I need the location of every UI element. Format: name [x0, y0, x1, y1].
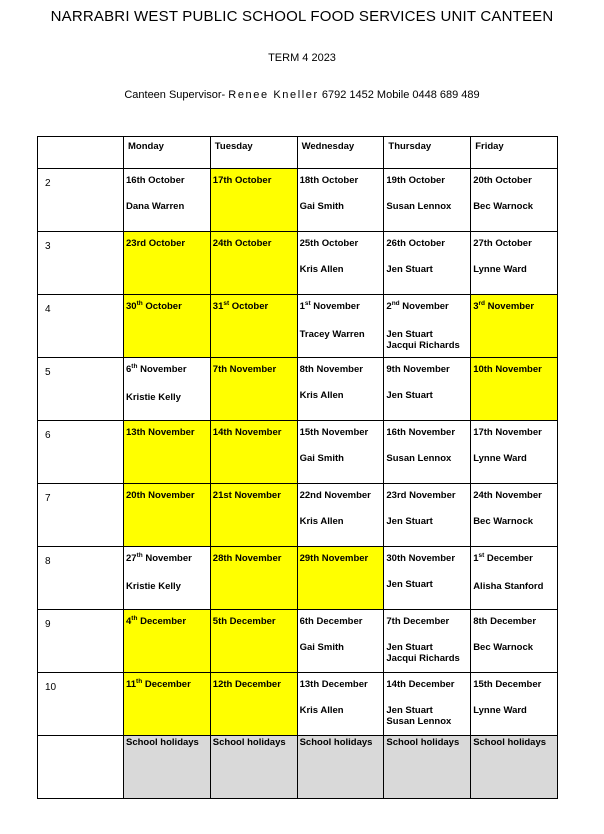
- day-cell: [124, 484, 211, 547]
- day-cell: [210, 232, 297, 295]
- week-number-cell: [38, 673, 124, 736]
- day-date: 9th November: [386, 364, 450, 375]
- day-date: 17th November: [473, 427, 542, 438]
- week-number: 8: [45, 556, 51, 567]
- date-month: November: [310, 301, 360, 312]
- date-number: 3: [473, 301, 479, 312]
- holiday-cell: [297, 736, 384, 799]
- day-date: 26th October: [386, 238, 445, 249]
- day-cell: [124, 295, 211, 358]
- header-row: [38, 137, 558, 169]
- day-date: 29th November: [299, 553, 369, 564]
- day-cell: [384, 295, 471, 358]
- header-day-label: Monday: [128, 141, 164, 152]
- volunteer-names: [471, 690, 557, 716]
- holiday-label: School holidays: [473, 737, 547, 748]
- volunteer-names: [471, 249, 557, 275]
- week-number: 5: [45, 367, 51, 378]
- supervisor-line: [0, 89, 604, 101]
- volunteer-names: [124, 375, 210, 403]
- header-day-cell: [297, 137, 384, 169]
- date-month: December: [484, 553, 533, 564]
- day-cell: [384, 358, 471, 421]
- day-cell: [124, 610, 211, 673]
- day-date: 13th December: [299, 679, 368, 690]
- holidays-week-cell: [38, 736, 124, 799]
- day-cell: [297, 358, 384, 421]
- volunteer-name: Bec Warnock: [473, 516, 534, 527]
- date-month: December: [137, 616, 187, 627]
- holiday-cell: [210, 736, 297, 799]
- day-date: 24th November: [473, 490, 542, 501]
- day-cell: [384, 673, 471, 736]
- volunteer-names: [384, 375, 470, 401]
- holiday-label: School holidays: [212, 737, 286, 748]
- day-cell: [471, 421, 558, 484]
- day-date: 23rd October: [126, 238, 186, 249]
- volunteer-name: Jen Stuart: [386, 642, 433, 653]
- week-number-cell: [38, 358, 124, 421]
- week-number: 3: [45, 241, 51, 252]
- day-date: 28th November: [212, 553, 282, 564]
- volunteer-name: Jacqui Richards: [386, 340, 460, 351]
- day-date: 19th October: [386, 175, 445, 186]
- day-date: [298, 295, 384, 312]
- date-suffix: th: [131, 615, 138, 622]
- volunteer-name: Kris Allen: [299, 264, 344, 275]
- date-suffix: th: [136, 300, 143, 307]
- week-row: [38, 610, 558, 673]
- term-label: TERM 4 2023: [268, 52, 336, 64]
- volunteer-names: [298, 249, 384, 275]
- day-cell: [297, 421, 384, 484]
- week-row: [38, 484, 558, 547]
- date-month: December: [142, 679, 191, 690]
- volunteer-name: Kris Allen: [299, 705, 344, 716]
- day-date: 12th December: [212, 679, 281, 690]
- day-cell: [124, 169, 211, 232]
- holiday-cell: [384, 736, 471, 799]
- volunteer-name: Jen Stuart: [386, 390, 433, 401]
- date-number: 31: [212, 301, 224, 312]
- week-number-cell: [38, 484, 124, 547]
- volunteer-name: Alisha Stanford: [473, 581, 544, 592]
- day-date: 20th October: [473, 175, 532, 186]
- week-number: 9: [45, 619, 51, 630]
- volunteer-name: Kris Allen: [299, 516, 344, 527]
- day-date: 20th November: [126, 490, 195, 501]
- day-cell: [124, 232, 211, 295]
- date-month: November: [142, 553, 192, 564]
- day-date: 16th November: [386, 427, 456, 438]
- volunteer-name: Jen Stuart: [386, 516, 433, 527]
- header-day-label: Tuesday: [214, 141, 253, 152]
- day-cell: [384, 421, 471, 484]
- volunteer-name: Jen Stuart: [386, 329, 433, 340]
- volunteer-name: Bec Warnock: [473, 201, 534, 212]
- day-cell: [297, 610, 384, 673]
- day-date: 30th November: [386, 553, 456, 564]
- day-cell: [124, 421, 211, 484]
- week-number: 7: [45, 493, 51, 504]
- day-date: 18th October: [299, 175, 359, 186]
- week-row: [38, 232, 558, 295]
- volunteer-names: [298, 690, 384, 716]
- day-cell: [384, 547, 471, 610]
- week-number-cell: [38, 295, 124, 358]
- week-number: 2: [45, 178, 51, 189]
- holiday-label: School holidays: [299, 737, 373, 748]
- day-cell: [384, 169, 471, 232]
- day-cell: [210, 547, 297, 610]
- volunteer-name: Kristie Kelly: [126, 392, 181, 403]
- volunteer-name: Lynne Ward: [473, 705, 527, 716]
- header-day-label: Friday: [475, 141, 504, 152]
- header-day-label: [38, 137, 123, 141]
- day-cell: [210, 358, 297, 421]
- day-date: [124, 673, 210, 690]
- supervisor-name: Renee Kneller: [228, 89, 319, 101]
- week-number-cell: [38, 610, 124, 673]
- volunteer-names: [471, 627, 557, 653]
- day-cell: [297, 673, 384, 736]
- date-suffix: st: [304, 300, 311, 307]
- day-date: 25th October: [299, 238, 359, 249]
- holiday-cell: [471, 736, 558, 799]
- volunteer-name: Bec Warnock: [473, 642, 534, 653]
- header-day-cell: [210, 137, 297, 169]
- day-date: 8th December: [473, 616, 537, 627]
- week-row: [38, 673, 558, 736]
- day-cell: [384, 484, 471, 547]
- day-cell: [124, 547, 211, 610]
- day-date: 16th October: [126, 175, 185, 186]
- volunteer-names: [384, 564, 470, 590]
- day-cell: [210, 295, 297, 358]
- volunteer-name: Jacqui Richards: [386, 653, 460, 664]
- date-suffix: rd: [478, 300, 485, 307]
- day-date: 14th November: [212, 427, 282, 438]
- day-date: 13th November: [126, 427, 195, 438]
- holiday-label: School holidays: [126, 737, 199, 748]
- day-date: 7th November: [212, 364, 277, 375]
- date-suffix: st: [223, 300, 230, 307]
- day-date: 15th November: [299, 427, 369, 438]
- volunteer-names: [298, 501, 384, 527]
- day-date: [124, 295, 210, 312]
- day-date: 22nd November: [299, 490, 371, 501]
- date-suffix: st: [478, 552, 485, 559]
- date-number: 2: [386, 301, 392, 312]
- volunteer-names: [298, 312, 384, 340]
- day-date: 14th December: [386, 679, 455, 690]
- week-row: [38, 358, 558, 421]
- day-date: 27th October: [473, 238, 532, 249]
- volunteer-names: [471, 501, 557, 527]
- date-number: 4: [126, 616, 132, 627]
- week-number: 10: [45, 682, 57, 693]
- day-date: [211, 295, 297, 312]
- date-suffix: th: [136, 678, 143, 685]
- day-cell: [471, 232, 558, 295]
- day-date: 7th December: [386, 616, 450, 627]
- header-day-label: Thursday: [388, 141, 432, 152]
- day-date: [124, 610, 210, 627]
- day-cell: [471, 610, 558, 673]
- date-month: November: [484, 301, 535, 312]
- date-month: November: [137, 364, 187, 375]
- volunteer-names: [298, 438, 384, 464]
- week-row: [38, 169, 558, 232]
- week-number: 6: [45, 430, 51, 441]
- date-number: 1: [299, 301, 305, 312]
- volunteer-name: Dana Warren: [126, 201, 185, 212]
- day-cell: [297, 547, 384, 610]
- day-date: 8th November: [299, 364, 363, 375]
- volunteer-name: Jen Stuart: [386, 264, 433, 275]
- volunteer-name: Susan Lennox: [386, 201, 452, 212]
- volunteer-name: Lynne Ward: [473, 264, 527, 275]
- week-number-cell: [38, 232, 124, 295]
- volunteer-name: Kristie Kelly: [126, 581, 181, 592]
- holiday-label: School holidays: [386, 737, 460, 748]
- supervisor-phone: 6792 1452 Mobile 0448 689 489: [321, 89, 480, 101]
- day-cell: [210, 421, 297, 484]
- week-number-cell: [38, 421, 124, 484]
- date-number: 27: [126, 553, 137, 564]
- day-cell: [124, 673, 211, 736]
- day-date: 23rd November: [386, 490, 456, 501]
- holidays-row: [38, 736, 558, 799]
- week-row: [38, 295, 558, 358]
- volunteer-names: [384, 627, 470, 664]
- date-number: 6: [126, 364, 132, 375]
- date-month: November: [399, 301, 449, 312]
- day-date: [471, 547, 557, 564]
- volunteer-names: [384, 501, 470, 527]
- volunteer-name: Gai Smith: [299, 453, 344, 464]
- date-number: 30: [126, 301, 137, 312]
- volunteer-name: Gai Smith: [299, 201, 344, 212]
- volunteer-name: Susan Lennox: [386, 453, 452, 464]
- day-date: [124, 358, 210, 375]
- volunteer-names: [384, 186, 470, 212]
- day-date: [471, 295, 557, 312]
- day-cell: [297, 295, 384, 358]
- volunteer-names: [384, 438, 470, 464]
- day-date: 5th December: [212, 616, 276, 627]
- volunteer-names: [471, 438, 557, 464]
- volunteer-name: Tracey Warren: [299, 329, 365, 340]
- volunteer-names: [124, 564, 210, 592]
- day-cell: [297, 232, 384, 295]
- date-suffix: nd: [391, 300, 400, 307]
- date-suffix: th: [136, 552, 143, 559]
- day-cell: [384, 610, 471, 673]
- day-cell: [124, 358, 211, 421]
- volunteer-names: [384, 690, 470, 727]
- volunteer-name: Gai Smith: [299, 642, 344, 653]
- day-cell: [471, 547, 558, 610]
- day-cell: [471, 295, 558, 358]
- volunteer-names: [298, 627, 384, 653]
- day-cell: [210, 610, 297, 673]
- header-day-cell: [471, 137, 558, 169]
- volunteer-name: Kris Allen: [299, 390, 344, 401]
- day-cell: [384, 232, 471, 295]
- holiday-cell: [124, 736, 211, 799]
- volunteer-names: [471, 564, 557, 592]
- supervisor-prefix: Canteen Supervisor-: [124, 89, 226, 101]
- week-row: [38, 421, 558, 484]
- header-day-cell: [384, 137, 471, 169]
- day-cell: [471, 673, 558, 736]
- date-number: 11: [126, 679, 137, 690]
- day-cell: [210, 673, 297, 736]
- day-date: 17th October: [212, 175, 272, 186]
- volunteer-name: Jen Stuart: [386, 579, 433, 590]
- day-cell: [471, 169, 558, 232]
- roster-table: [37, 136, 558, 799]
- day-cell: [210, 169, 297, 232]
- volunteer-names: [298, 375, 384, 401]
- volunteer-names: [298, 186, 384, 212]
- day-date: 10th November: [473, 364, 542, 375]
- week-row: [38, 547, 558, 610]
- page-title: NARRABRI WEST PUBLIC SCHOOL FOOD SERVICES UNIT CANTEEN: [50, 8, 554, 25]
- volunteer-names: [471, 186, 557, 212]
- day-date: [384, 295, 470, 312]
- volunteer-names: [384, 249, 470, 275]
- date-number: 1: [473, 553, 479, 564]
- day-cell: [471, 358, 558, 421]
- header-day-label: Wednesday: [301, 141, 355, 152]
- header-week-cell: [38, 137, 124, 169]
- volunteer-names: [384, 312, 470, 351]
- volunteer-name: Lynne Ward: [473, 453, 527, 464]
- volunteer-name: Jen Stuart: [386, 705, 433, 716]
- day-cell: [210, 484, 297, 547]
- date-month: October: [142, 301, 182, 312]
- day-date: 24th October: [212, 238, 272, 249]
- day-cell: [297, 169, 384, 232]
- date-month: October: [229, 301, 269, 312]
- day-date: [124, 547, 210, 564]
- week-number: 4: [45, 304, 51, 315]
- week-number-cell: [38, 547, 124, 610]
- day-date: 21st November: [212, 490, 281, 501]
- date-suffix: th: [131, 363, 138, 370]
- week-number-cell: [38, 169, 124, 232]
- day-date: 15th December: [473, 679, 542, 690]
- volunteer-name: Susan Lennox: [386, 716, 452, 727]
- day-cell: [471, 484, 558, 547]
- day-cell: [297, 484, 384, 547]
- header-day-cell: [124, 137, 211, 169]
- day-date: 6th December: [299, 616, 363, 627]
- volunteer-names: [124, 186, 210, 212]
